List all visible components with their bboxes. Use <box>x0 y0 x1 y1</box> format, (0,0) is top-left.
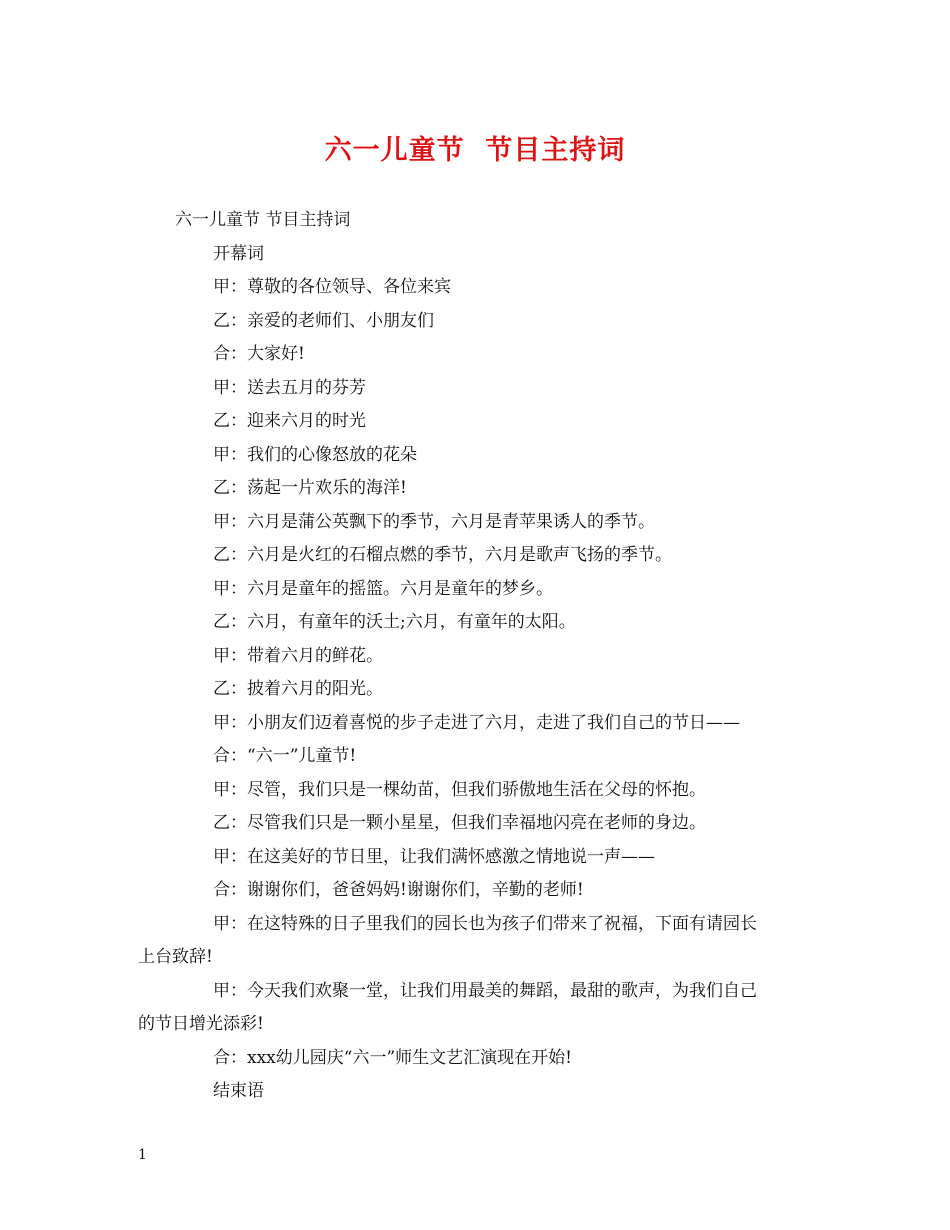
dialogue-line: 乙：荡起一片欢乐的海洋! <box>213 478 407 498</box>
page-title: 六一儿童节 节目主持词 <box>324 135 626 166</box>
dialogue-line: 甲：在这特殊的日子里我们的园长也为孩子们带来了祝福，下面有请园长 <box>213 913 757 934</box>
dialogue-line: 甲：在这美好的节日里，让我们满怀感激之情地说一声—— <box>213 846 655 867</box>
dialogue-line: 乙：六月是火红的石榴点燃的季节，六月是歌声飞扬的季节。 <box>213 545 672 565</box>
dialogue-line: 甲：尽管，我们只是一棵幼苗，但我们骄傲地生活在父母的怀抱。 <box>213 779 706 800</box>
dialogue-line: 甲：尊敬的各位领导、各位来宾 <box>213 277 451 297</box>
dialogue-line: 甲：小朋友们迈着喜悦的步子走进了六月，走进了我们自己的节日—— <box>213 712 740 733</box>
dialogue-line: 乙：亲爱的老师们、小朋友们 <box>213 310 434 331</box>
subtitle-line: 六一儿童节 节目主持词 <box>175 210 351 230</box>
dialogue-line: 乙：迎来六月的时光 <box>213 411 366 431</box>
dialogue-line: 合：“六一”儿童节! <box>213 746 357 766</box>
dialogue-line: 乙：尽管我们只是一颗小星星，但我们幸福地闪亮在老师的身边。 <box>213 813 706 833</box>
dialogue-line: 合：大家好! <box>213 344 305 364</box>
dialogue-line: 乙：披着六月的阳光。 <box>213 679 383 699</box>
dialogue-line: 甲：我们的心像怒放的花朵 <box>213 444 417 465</box>
dialogue-line: 甲：带着六月的鲜花。 <box>213 645 383 666</box>
dialogue-line: 甲：六月是童年的摇篮。六月是童年的梦乡。 <box>213 578 553 599</box>
dialogue-line: 合：谢谢你们，爸爸妈妈!谢谢你们，辛勤的老师! <box>213 880 584 900</box>
dialogue-line: 合：xxx幼儿园庆“六一”师生文艺汇演现在开始! <box>213 1047 572 1068</box>
section-heading-closing: 结束语 <box>213 1081 264 1101</box>
document-body <box>138 204 818 1109</box>
section-heading-opening: 开幕词 <box>213 243 264 264</box>
dialogue-line: 甲：六月是蒲公英飘下的季节，六月是青苹果诱人的季节。 <box>213 511 655 532</box>
dialogue-line: 甲：今天我们欢聚一堂，让我们用最美的舞蹈，最甜的歌声，为我们自己 <box>213 980 757 1001</box>
dialogue-line-continued: 的节日增光添彩! <box>138 1014 264 1034</box>
dialogue-line: 甲：送去五月的芬芳 <box>213 377 366 398</box>
dialogue-line: 乙：六月，有童年的沃土;六月，有童年的太阳。 <box>213 612 576 632</box>
page-number: 1 <box>138 1147 147 1163</box>
dialogue-line-continued: 上台致辞! <box>138 947 213 967</box>
